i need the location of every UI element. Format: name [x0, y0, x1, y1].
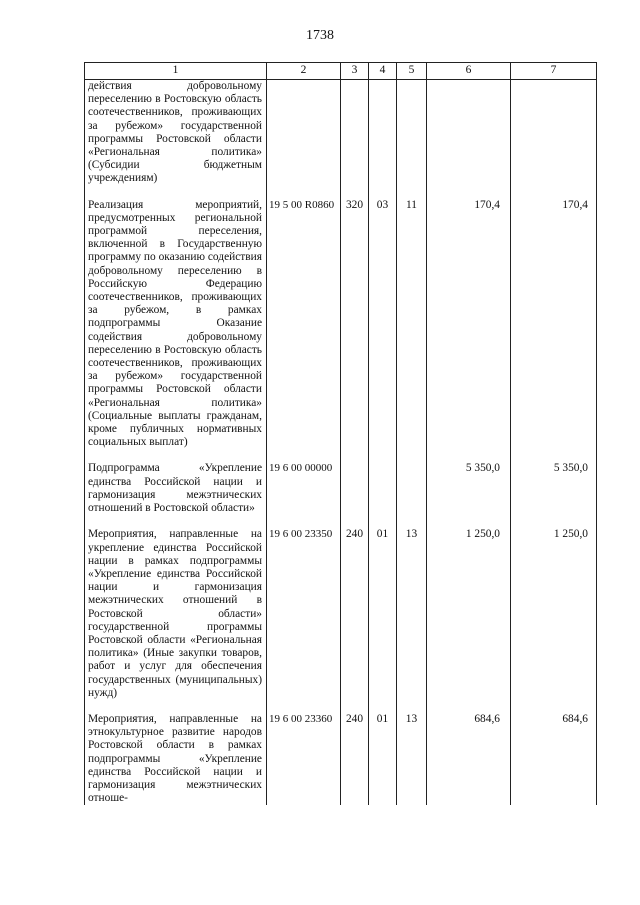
row-subsection: 11 — [397, 199, 427, 463]
row-subsection: 13 — [397, 713, 427, 805]
table-row — [85, 80, 597, 199]
row-expense-type: 240 — [341, 528, 369, 713]
column-header: 5 — [397, 63, 427, 80]
table-row — [85, 462, 597, 528]
row-target-article-code: 19 6 00 00000 — [267, 462, 341, 528]
budget-table — [84, 62, 597, 805]
row-subsection: 13 — [397, 528, 427, 713]
row-subsection — [397, 80, 427, 199]
row-section: 03 — [369, 199, 397, 463]
column-header: 2 — [267, 63, 341, 80]
row-amount-year2: 5 350,0 — [511, 462, 597, 528]
row-target-article-code: 19 6 00 23360 — [267, 713, 341, 805]
row-amount-year2 — [511, 80, 597, 199]
row-amount-year2: 170,4 — [511, 199, 597, 463]
column-header: 7 — [511, 63, 597, 80]
column-header: 1 — [85, 63, 267, 80]
row-description: Мероприятия, направленные на укрепление единства Российской нации в рамках подпрограммы «Укрепление единства Российской нации и гармонизация межэтнических отношений в Ростовской области» государственной программы Ростовской области «Региональная политика» (Иные закупки товаров, работ и услуг для обеспечения государственных (муниципальных) нужд) — [85, 528, 267, 713]
row-subsection — [397, 462, 427, 528]
row-target-article-code: 19 5 00 R0860 — [267, 199, 341, 463]
row-expense-type — [341, 462, 369, 528]
row-section — [369, 80, 397, 199]
table-row — [85, 528, 597, 713]
column-header: 3 — [341, 63, 369, 80]
row-section — [369, 462, 397, 528]
row-amount-year1 — [427, 80, 511, 199]
row-description: Подпрограмма «Укрепление единства Российской нации и гармонизация межэтнических отношений в Ростовской области» — [85, 462, 267, 528]
row-description: действия добровольному переселению в Ростовскую область соотечественников, проживающих за рубежом» государственной программы Ростовской области «Региональная политика» (Субсидии бюджетным учреждениям) — [85, 80, 267, 199]
table-row — [85, 199, 597, 463]
row-section: 01 — [369, 528, 397, 713]
row-amount-year1: 1 250,0 — [427, 528, 511, 713]
row-description: Мероприятия, направленные на этнокультурное развитие народов Ростовской области в рамках подпрограммы «Укрепление единства Российской нации и гармонизация межэтнических отноше- — [85, 713, 267, 805]
column-header: 4 — [369, 63, 397, 80]
table-row — [85, 713, 597, 805]
row-expense-type: 240 — [341, 713, 369, 805]
row-section: 01 — [369, 713, 397, 805]
row-target-article-code — [267, 80, 341, 199]
row-expense-type: 320 — [341, 199, 369, 463]
row-amount-year2: 1 250,0 — [511, 528, 597, 713]
row-amount-year2: 684,6 — [511, 713, 597, 805]
table-header-row — [85, 63, 597, 80]
row-target-article-code: 19 6 00 23350 — [267, 528, 341, 713]
row-amount-year1: 684,6 — [427, 713, 511, 805]
row-expense-type — [341, 80, 369, 199]
row-amount-year1: 170,4 — [427, 199, 511, 463]
column-header: 6 — [427, 63, 511, 80]
row-description: Реализация мероприятий, предусмотренных региональной программой переселения, включенной в Государственную программу по оказанию содействия добровольному переселению в Российскую Федерацию соотечественников, проживающих за рубежом, в рамках подпрограммы Оказание содействия добровольному переселению в Ростовскую область соотечественников, проживающих за рубежом» государственной программы Ростовской области «Региональная политика» (Социальные выплаты гражданам, кроме публичных нормативных социальных выплат) — [85, 199, 267, 463]
page-number: 1738 — [306, 28, 334, 43]
row-amount-year1: 5 350,0 — [427, 462, 511, 528]
